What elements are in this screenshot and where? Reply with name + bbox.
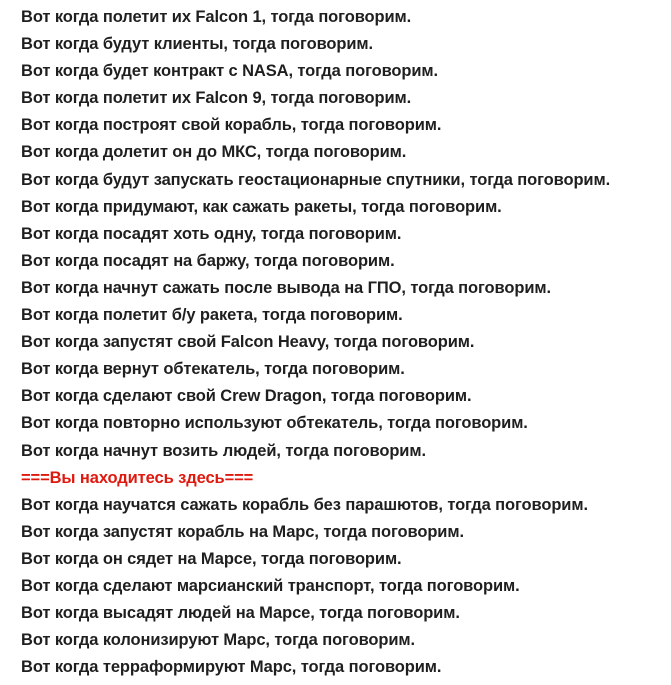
text-line: Вот когда колонизируют Марс, тогда поговорим.	[21, 631, 415, 650]
you-are-here-marker: ===Вы находитесь здесь===	[21, 468, 254, 487]
text-line: Вот когда повторно используют обтекатель, тогда поговорим.	[21, 414, 528, 433]
text-line: Вот когда сделают марсианский транспорт, тогда поговорим.	[21, 576, 520, 595]
text-line: Вот когда запустят корабль на Марс, тогда поговорим.	[21, 522, 464, 541]
text-line: Вот когда полетит их Falcon 1, тогда поговорим.	[21, 8, 412, 26]
text-line: Вот когда сделают свой Crew Dragon, тогда поговорим.	[21, 387, 472, 406]
text-line: Вот когда долетит он до МКС, тогда поговорим.	[21, 143, 407, 162]
text-line: Вот когда он сядет на Марсе, тогда поговорим.	[21, 549, 402, 568]
text-line: Вот когда терраформируют Марс, тогда поговорим.	[21, 658, 442, 677]
text-line: Вот когда посадят хоть одну, тогда поговорим.	[21, 224, 402, 243]
text-line: Вот когда будут клиенты, тогда поговорим.	[21, 35, 373, 54]
text-line: Вот когда запустят свой Falcon Heavy, тогда поговорим.	[21, 333, 475, 352]
text-line: Вот когда будут запускать геостационарные спутники, тогда поговорим.	[21, 170, 611, 189]
text-line: Вот когда придумают, как сажать ракеты, тогда поговорим.	[21, 197, 502, 216]
text-line: Вот когда высадят людей на Марсе, тогда поговорим.	[21, 604, 460, 623]
text-line: Вот когда вернут обтекатель, тогда поговорим.	[21, 360, 405, 379]
text-line: Вот когда полетит б/у ракета, тогда поговорим.	[21, 306, 403, 325]
text-line: Вот когда научатся сажать корабль без парашютов, тогда поговорим.	[21, 495, 588, 514]
text-line: Вот когда построят свой корабль, тогда поговорим.	[21, 116, 442, 135]
text-line: Вот когда будет контракт с NASA, тогда поговорим.	[21, 62, 439, 81]
text-line: Вот когда начнут возить людей, тогда поговорим.	[21, 441, 426, 460]
text-line: Вот когда начнут сажать после вывода на ГПО, тогда поговорим.	[21, 278, 551, 297]
text-line: Вот когда посадят на баржу, тогда поговорим.	[21, 251, 395, 270]
text-line: Вот когда полетит их Falcon 9, тогда поговорим.	[21, 89, 412, 108]
